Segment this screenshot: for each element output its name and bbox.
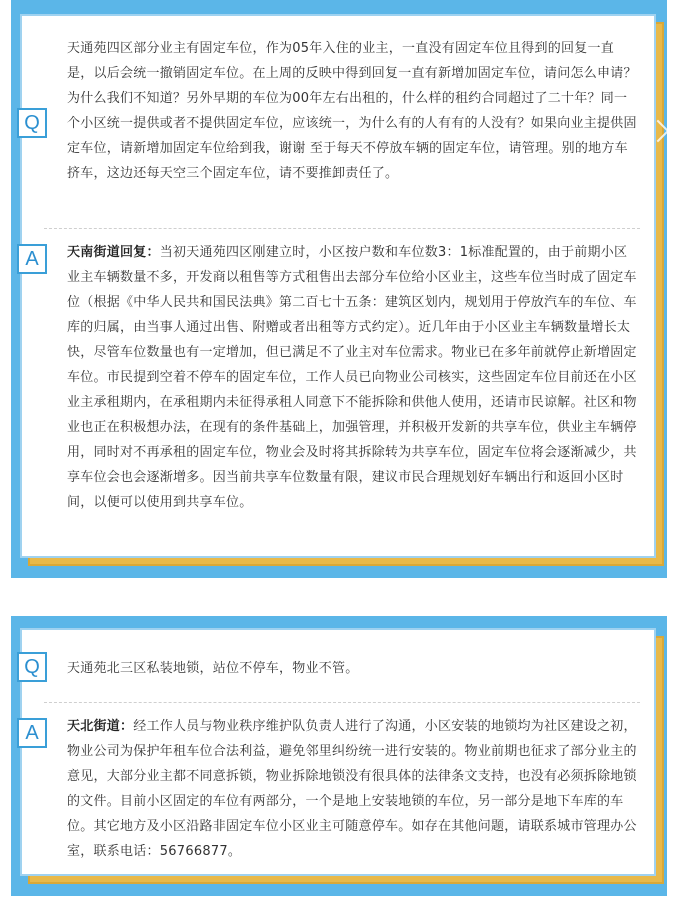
answer-badge: A — [17, 244, 47, 274]
answer-block — [67, 714, 639, 864]
answer-text: 当初天通苑四区刚建立时，小区按户数和车位数3：1标准配置的，由于前期小区业主车辆数量不多，开发商以租售等方式租售出去部分车位给小区业主，这些车位当时成了固定车位（根据《中华人民共和国民法典》第二百七十五条：建筑区划内，规划用于停放汽车的车位、车库的归属，由当事人通过出售、附赠或者出租等方式约定）。近几年由于小区业主车辆数量增长太快，尽管车位数量也有一定增加，但已满足不了业主对车位需求。物业已在多年前就停止新增固定车位。市民提到空着不停车的固定车位，工作人员已向物业公司核实，这些固定车位目前还在小区业主承租期内，在承租期内未征得承租人同意下不能拆除和供他人使用，还请市民谅解。社区和物业也正在积极想办法，在现有的条件基础上，加强管理，并积极开发新的共享车位，供业主车辆停用，同时对不再承租的固定车位，物业会及时将其拆除转为共享车位，固定车位将会逐渐减少，共享车位会也会逐渐增多。因当前共享车位数量有限，建议市民合理规划好车辆出行和返回小区时间，以便可以使用到共享车位。 — [67, 245, 637, 510]
question-badge: Q — [17, 108, 47, 138]
question-text: 天通苑北三区私装地锁，站位不停车，物业不管。 — [67, 661, 359, 676]
answer-block — [67, 240, 639, 515]
divider — [44, 228, 640, 229]
answer-badge: A — [17, 718, 47, 748]
question-badge: Q — [17, 652, 47, 682]
answer-text: 经工作人员与物业秩序维护队负责人进行了沟通，小区安装的地锁均为社区建设之初，物业公司为保护年租车位合法利益，避免邻里纠纷统一进行安装的。物业前期也征求了部分业主的意见，大部分业主都不同意拆锁，物业拆除地锁没有很具体的法律条文支持，也没有必须拆除地锁的文件。目前小区固定的车位有两部分，一个是地上安装地锁的车位，另一部分是地下车库的车位。其它地方及小区沿路非固定车位小区业主可随意停车。如存在其他问题，请联系城市管理办公室，联系电话：56766877。 — [67, 719, 637, 859]
answer-speaker: 天北街道： — [67, 719, 134, 734]
question-text: 天通苑四区部分业主有固定车位，作为05年入住的业主，一直没有固定车位且得到的回复一直是，以后会统一撤销固定车位。在上周的反映中得到回复一直有新增加固定车位，请问怎么申请？为什么我们不知道？另外早期的车位为00年左右出租的，什么样的租约合同超过了二十年？同一个小区统一提供或者不提供固定车位，应该统一，为什么有的人有有的人没有？如果向业主提供固定车位，请新增加固定车位给到我，谢谢 至于每天不停放车辆的固定车位，请管理。别的地方车挤车，这边还每天空三个固定车位，请不要推卸责任了。 — [67, 41, 637, 181]
divider — [44, 702, 640, 703]
answer-speaker: 天南街道回复： — [67, 245, 160, 260]
